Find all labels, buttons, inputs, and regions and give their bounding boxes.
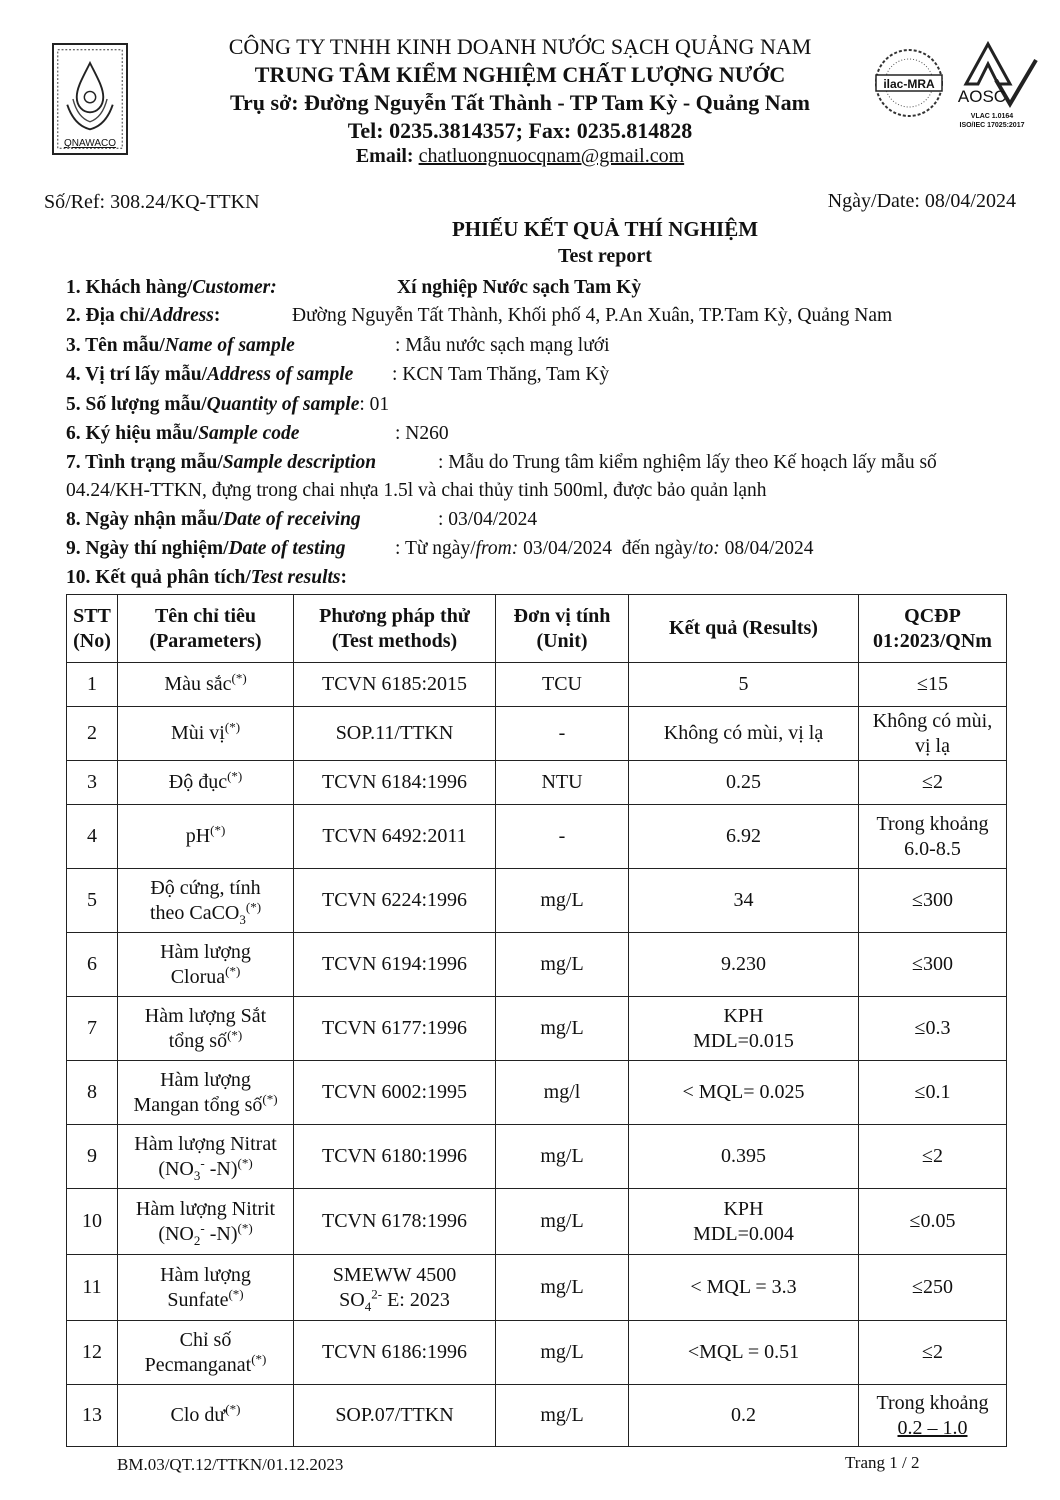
row-no: 2 [67, 707, 118, 761]
row-standard: ≤0.1 [859, 1061, 1007, 1125]
row-no: 1 [67, 663, 118, 707]
row-standard: ≤0.3 [859, 997, 1007, 1061]
row-result: 0.395 [629, 1125, 859, 1189]
info-testing [66, 538, 814, 560]
row-parameter: Hàm lượng Nitrit ($NO_2^-$ -N)(*) [118, 1189, 294, 1255]
row-unit: NTU [496, 761, 629, 805]
row-method: SOP.07/TTKN [294, 1385, 496, 1447]
info-results-heading: 10. Kết quả phân tích/Test results: [66, 567, 348, 588]
email-link[interactable]: chatluongnuocqnam@gmail.com [418, 145, 685, 167]
description-label: 7. Tình trạng mẫu/ [66, 452, 223, 473]
info-description-cont: 04.24/KH-TTKN, đựng trong chai nhựa 1.5l và chai thủy tinh 500ml, được bảo quản lạnh [66, 480, 767, 501]
sample-name-label: 3. Tên mẫu/ [66, 335, 165, 356]
address-value: Đường Nguyễn Tất Thành, Khối phố 4, P.An Xuân, TP.Tam Kỳ, Quảng Nam [292, 305, 893, 326]
row-parameter: pH(*) [118, 805, 294, 869]
row-parameter: Độ đục(*) [118, 761, 294, 805]
logo-text: QNAWACO [63, 138, 117, 149]
row-parameter: Độ cứng, tính theo CaCO$_3$(*) [118, 869, 294, 933]
row-standard: Trong khoảng 6.0-8.5 [859, 805, 1007, 869]
row-result: KPH MDL=0.004 [629, 1189, 859, 1255]
aosc-sub1: VLAC 1.0164 [970, 113, 1014, 120]
header-standard: QCĐP 01:2023/QNm [859, 595, 1007, 663]
company-email-line [140, 145, 900, 168]
results-table [66, 594, 1007, 1447]
quantity-label: 5. Số lượng mẫu/ [66, 394, 207, 415]
row-parameter: Hàm lượng Mangan tổng số(*) [118, 1061, 294, 1125]
aosc-logo [948, 40, 1038, 132]
ilac-text: ilac-MRA [883, 77, 935, 91]
row-unit: mg/L [496, 1255, 629, 1321]
header-method: Phương pháp thử (Test methods) [294, 595, 496, 663]
table-row [67, 997, 1007, 1061]
row-result: 0.2 [629, 1385, 859, 1447]
row-no: 12 [67, 1321, 118, 1385]
form-code: BM.03/QT.12/TTKN/01.12.2023 [117, 1455, 344, 1474]
info-customer [66, 277, 642, 299]
row-unit: - [496, 805, 629, 869]
row-result: 6.92 [629, 805, 859, 869]
table-row [67, 1189, 1007, 1255]
row-standard: ≤2 [859, 1125, 1007, 1189]
results-label-en: Test results [250, 567, 341, 588]
row-method: TCVN 6186:1996 [294, 1321, 496, 1385]
row-no: 10 [67, 1189, 118, 1255]
row-unit: mg/L [496, 1385, 629, 1447]
table-row [67, 869, 1007, 933]
row-result: Không có mùi, vị lạ [629, 707, 859, 761]
description-label-en: Sample description [222, 452, 377, 473]
row-method: SMEWW 4500 $SO_4^{2-}$ E: 2023 [294, 1255, 496, 1321]
customer-label: 1. Khách hàng/ [66, 277, 193, 298]
code-label-en: Sample code [198, 423, 300, 444]
testing-range: : Từ ngày/from: 03/04/2024 đến ngày/to: 08/04/2024 [395, 538, 814, 559]
row-method: TCVN 6185:2015 [294, 663, 496, 707]
header-result: Kết quả (Results) [629, 595, 859, 663]
table-row [67, 1125, 1007, 1189]
row-method: TCVN 6184:1996 [294, 761, 496, 805]
row-method: TCVN 6177:1996 [294, 997, 496, 1061]
code-label: 6. Ký hiệu mẫu/ [66, 423, 199, 444]
row-method: SOP.11/TTKN [294, 707, 496, 761]
row-method: TCVN 6002:1995 [294, 1061, 496, 1125]
email-label: Email: [355, 145, 414, 167]
row-standard: Không có mùi, vị lạ [859, 707, 1007, 761]
report-subtitle: Test report [558, 245, 652, 267]
row-standard: Trong khoảng 0.2 – 1.0 [859, 1385, 1007, 1447]
info-quantity [66, 394, 389, 416]
info-address: 2. Địa chỉ/Address: Đường Nguyễn Tất Thành, Khối phố 4, P.An Xuân, TP.Tam Kỳ, Quảng Nam [66, 305, 893, 326]
report-title: PHIẾU KẾT QUẢ THÍ NGHIỆM [451, 217, 759, 241]
row-unit: mg/L [496, 1125, 629, 1189]
row-parameter: Hàm lượng Sunfate(*) [118, 1255, 294, 1321]
row-method: TCVN 6180:1996 [294, 1125, 496, 1189]
quantity-value: : 01 [359, 394, 390, 415]
row-result: 9.230 [629, 933, 859, 997]
company-address: Trụ sở: Đường Nguyễn Tất Thành - TP Tam Kỳ - Quảng Nam [230, 90, 810, 115]
location-value: : KCN Tam Thăng, Tam Kỳ [392, 364, 610, 385]
row-no: 9 [67, 1125, 118, 1189]
table-row [67, 1321, 1007, 1385]
table-row [67, 1385, 1007, 1447]
row-no: 11 [67, 1255, 118, 1321]
row-unit: mg/L [496, 869, 629, 933]
quantity-label-en: Quantity of sample [206, 394, 360, 415]
customer-value: Xí nghiệp Nước sạch Tam Kỳ [397, 277, 642, 298]
info-description [66, 452, 937, 474]
table-row [67, 1255, 1007, 1321]
row-standard: ≤300 [859, 869, 1007, 933]
aosc-sub2: ISO/IEC 17025:2017 [959, 122, 1025, 129]
table-header-row [67, 595, 1007, 663]
row-method: TCVN 6178:1996 [294, 1189, 496, 1255]
row-result: < MQL= 0.025 [629, 1061, 859, 1125]
row-no: 8 [67, 1061, 118, 1125]
row-standard: ≤300 [859, 933, 1007, 997]
row-method: TCVN 6492:2011 [294, 805, 496, 869]
address-label-en: Address [149, 305, 214, 326]
row-no: 13 [67, 1385, 118, 1447]
row-result: 5 [629, 663, 859, 707]
header-parameter: Tên chỉ tiêu (Parameters) [118, 595, 294, 663]
row-unit: - [496, 707, 629, 761]
table-row [67, 933, 1007, 997]
row-no: 4 [67, 805, 118, 869]
row-unit: mg/l [496, 1061, 629, 1125]
testing-to: 08/04/2024 [724, 538, 814, 559]
row-standard: ≤2 [859, 761, 1007, 805]
company-logo [52, 43, 128, 155]
location-label: 4. Vị trí lấy mẫu/ [66, 364, 208, 385]
row-parameter: Hàm lượng Clorua(*) [118, 933, 294, 997]
row-unit: mg/L [496, 1189, 629, 1255]
page-number: Trang 1 / 2 [845, 1453, 920, 1472]
report-date: Ngày/Date: 08/04/2024 [827, 190, 1016, 212]
header-unit: Đơn vị tính (Unit) [496, 595, 629, 663]
description-value-1: : Mẫu do Trung tâm kiểm nghiệm lấy theo Kế hoạch lấy mẫu số [438, 452, 937, 473]
header-no: STT (No) [67, 595, 118, 663]
table-row [67, 663, 1007, 707]
results-label: 10. Kết quả phân tích/ [66, 567, 251, 588]
receiving-value: : 03/04/2024 [438, 509, 538, 530]
row-unit: mg/L [496, 933, 629, 997]
table-row [67, 1061, 1007, 1125]
row-parameter: Màu sắc(*) [118, 663, 294, 707]
row-method: TCVN 6194:1996 [294, 933, 496, 997]
row-method: TCVN 6224:1996 [294, 869, 496, 933]
location-label-en: Address of sample [207, 364, 354, 385]
company-phone: Tel: 0235.3814357; Fax: 0235.814828 [347, 118, 693, 143]
row-parameter: Chỉ số Pecmanganat(*) [118, 1321, 294, 1385]
row-unit: TCU [496, 663, 629, 707]
ilac-mra-logo [872, 45, 946, 121]
row-parameter: Clo dư(*) [118, 1385, 294, 1447]
row-result: 0.25 [629, 761, 859, 805]
address-label: 2. Địa chỉ/ [66, 305, 150, 326]
info-sample-code [66, 423, 449, 445]
center-name: TRUNG TÂM KIỂM NGHIỆM CHẤT LƯỢNG NƯỚC [254, 62, 786, 87]
code-value: : N260 [395, 423, 449, 444]
row-no: 3 [67, 761, 118, 805]
sample-name-value: : Mẫu nước sạch mạng lưới [395, 335, 610, 356]
row-standard: ≤250 [859, 1255, 1007, 1321]
info-sample-name [66, 335, 610, 357]
row-parameter: Hàm lượng Sắt tổng số(*) [118, 997, 294, 1061]
table-row [67, 707, 1007, 761]
row-standard: ≤2 [859, 1321, 1007, 1385]
reference-number: Số/Ref: 308.24/KQ-TTKN [44, 191, 260, 213]
row-parameter: Mùi vị(*) [118, 707, 294, 761]
sample-name-label-en: Name of sample [164, 335, 295, 356]
receiving-label-en: Date of receiving [223, 509, 361, 530]
row-result: 34 [629, 869, 859, 933]
row-standard: ≤0.05 [859, 1189, 1007, 1255]
row-unit: mg/L [496, 1321, 629, 1385]
testing-from: 03/04/2024 [523, 538, 612, 559]
row-no: 6 [67, 933, 118, 997]
testing-label-en: Date of testing [228, 538, 346, 559]
customer-label-en: Customer: [192, 277, 277, 298]
row-no: 7 [67, 997, 118, 1061]
row-result: KPH MDL=0.015 [629, 997, 859, 1061]
row-unit: mg/L [496, 997, 629, 1061]
table-row [67, 761, 1007, 805]
table-row [67, 805, 1007, 869]
info-sample-location [66, 364, 610, 386]
info-receiving [66, 509, 538, 531]
testing-label: 9. Ngày thí nghiệm/ [66, 538, 229, 559]
row-result: < MQL = 3.3 [629, 1255, 859, 1321]
receiving-label: 8. Ngày nhận mẫu/ [66, 509, 224, 530]
aosc-text: AOSC [957, 87, 1007, 106]
row-parameter: Hàm lượng Nitrat ($NO_3^-$ -N)(*) [118, 1125, 294, 1189]
row-standard: ≤15 [859, 663, 1007, 707]
row-no: 5 [67, 869, 118, 933]
company-name: CÔNG TY TNHH KINH DOANH NƯỚC SẠCH QUẢNG NAM [228, 34, 812, 59]
row-result: <MQL = 0.51 [629, 1321, 859, 1385]
